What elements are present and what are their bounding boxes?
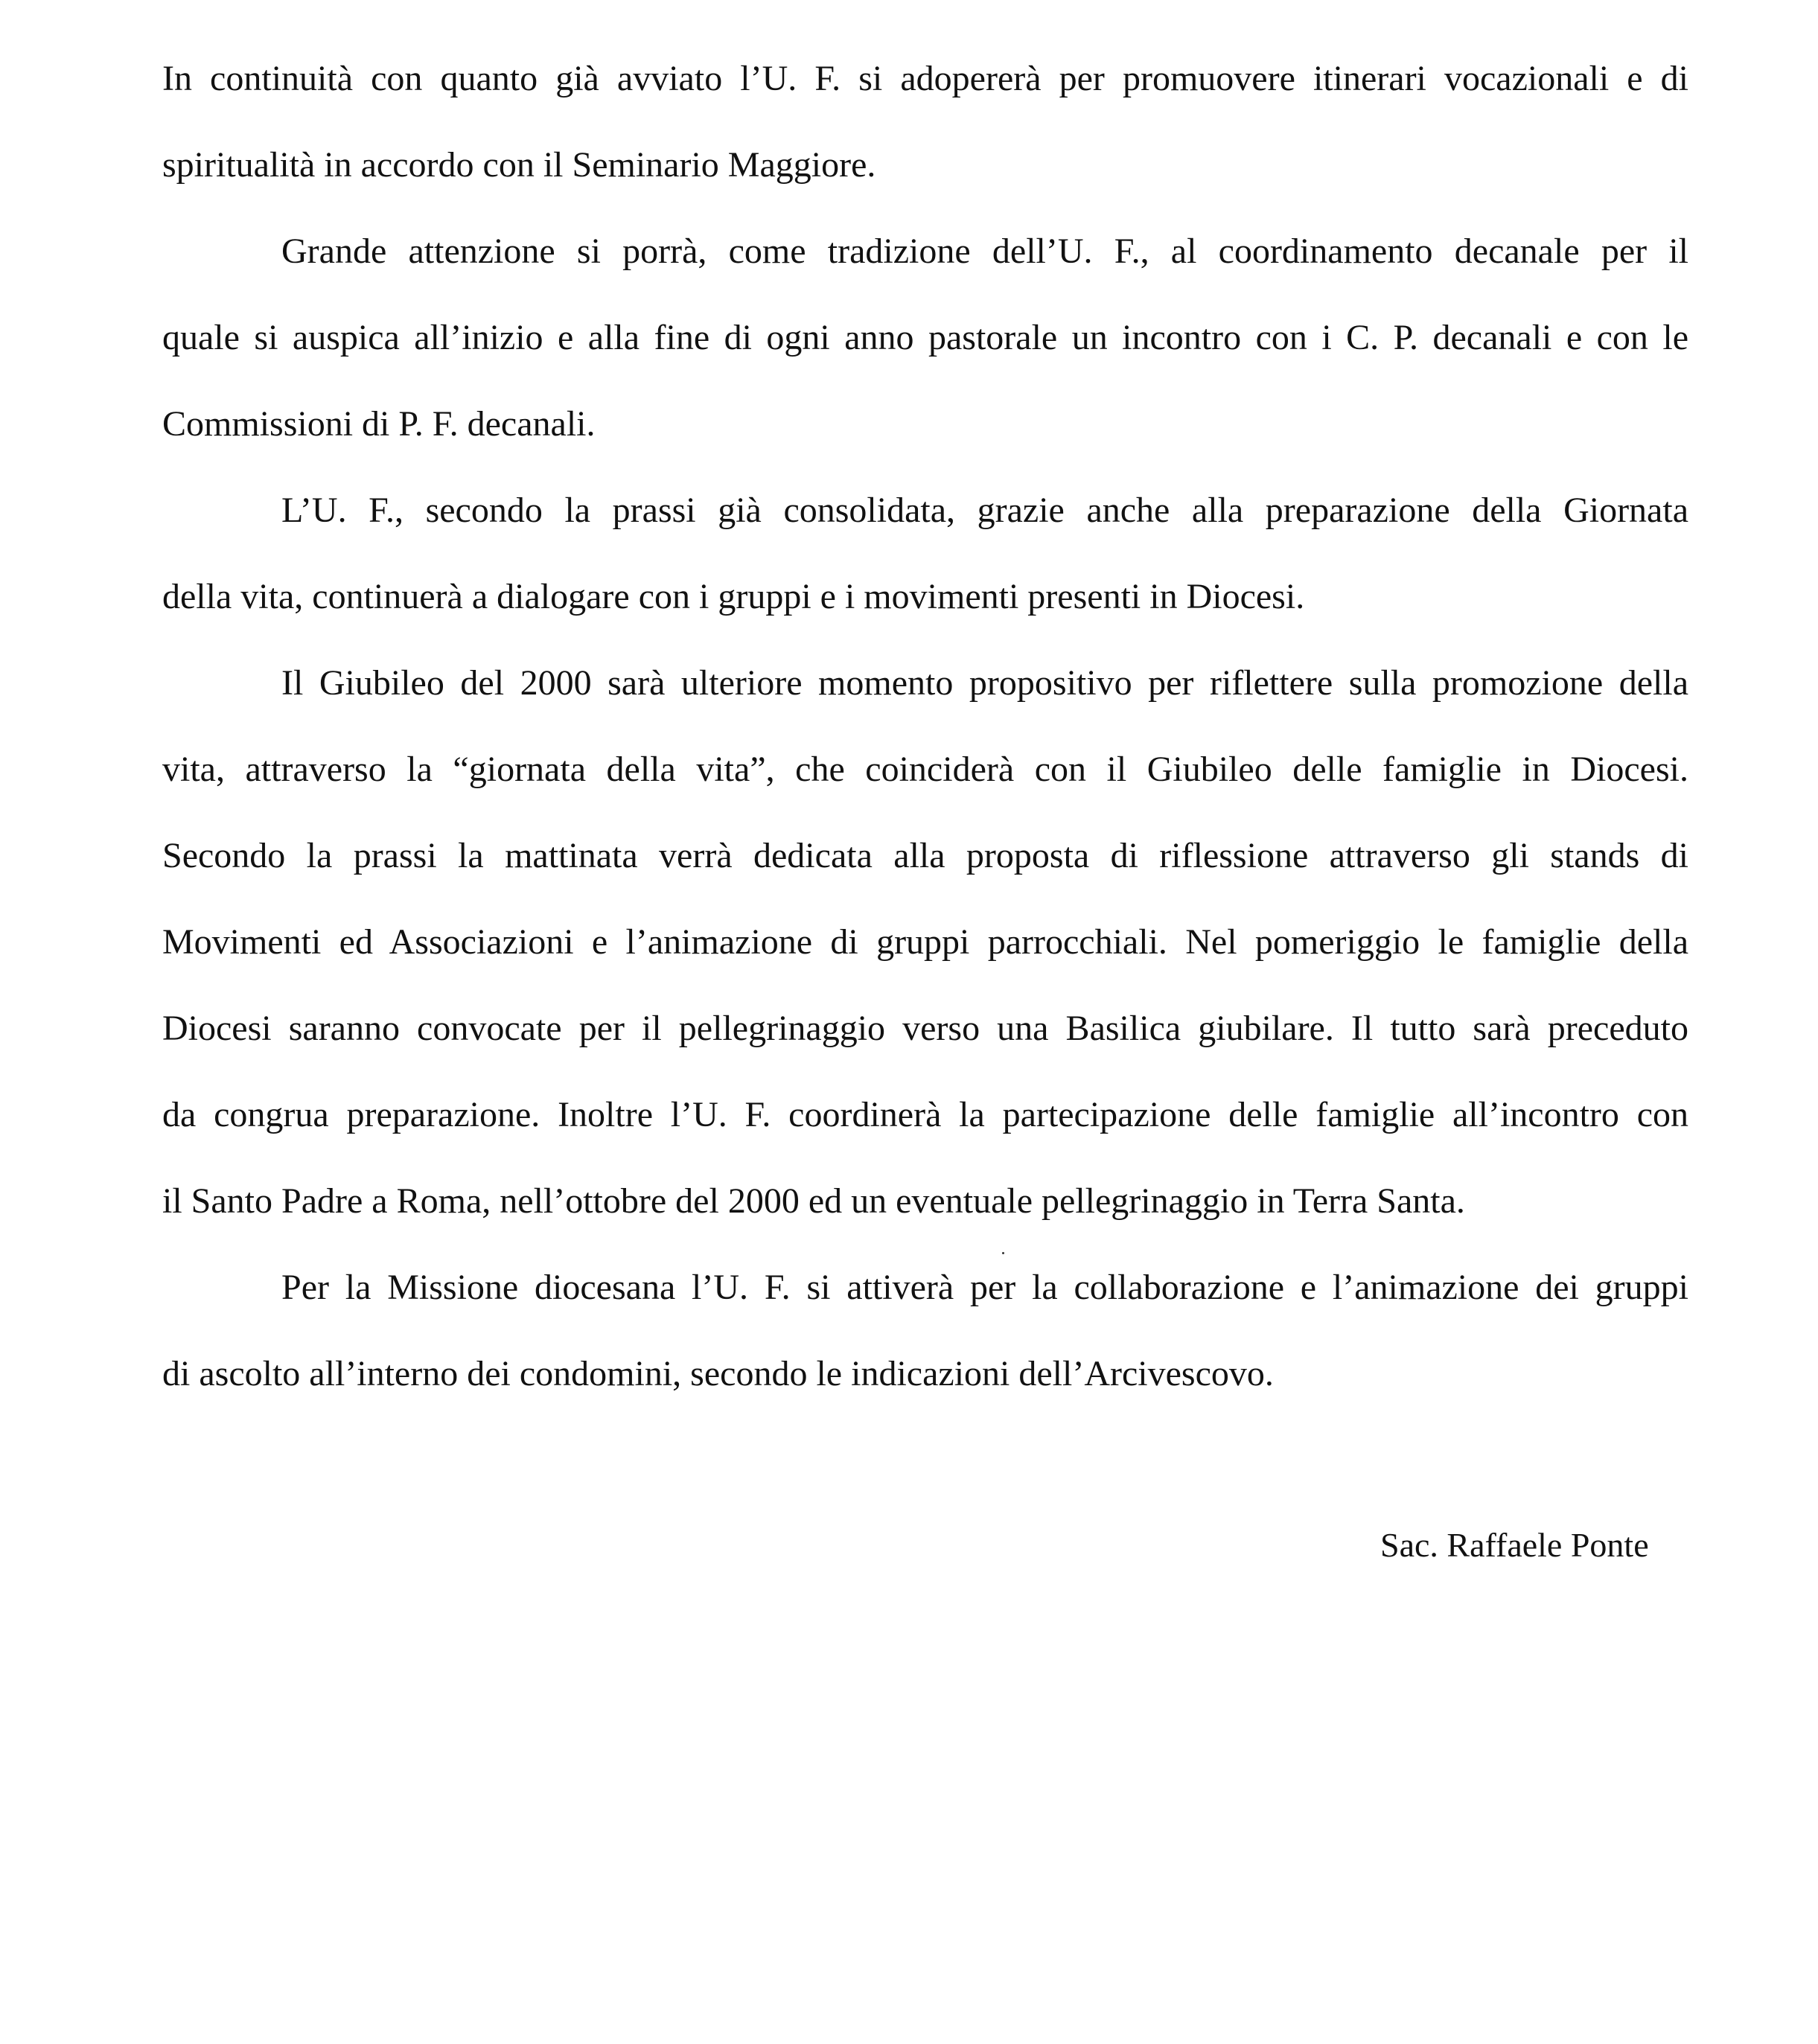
text-line: Movimenti ed Associazioni e l’animazione di gruppi parrocchiali. Nel pomeriggio le famiglie della <box>162 922 1688 962</box>
document-body <box>162 36 1688 1417</box>
text-line: spiritualità in accordo con il Seminario Maggiore. <box>162 145 876 185</box>
text-line: della vita, continuerà a dialogare con i gruppi e i movimenti presenti in Diocesi. <box>162 577 1305 616</box>
text-line: Commissioni di P. F. decanali. <box>162 404 596 444</box>
paragraph <box>162 1245 1688 1417</box>
paragraph <box>162 36 1688 208</box>
text-line: da congrua preparazione. Inoltre l’U. F. coordinerà la partecipazione delle famiglie all’incontro con <box>162 1095 1688 1134</box>
paragraph <box>162 208 1688 467</box>
text-line: di ascolto all’interno dei condomini, secondo le indicazioni dell’Arcivescovo. <box>162 1354 1274 1393</box>
paragraph <box>162 640 1688 1245</box>
text-line: L’U. F., secondo la prassi già consolidata, grazie anche alla preparazione della Giornata <box>281 491 1688 530</box>
signature: Sac. Raffaele Ponte <box>1380 1526 1649 1564</box>
text-line: Per la Missione diocesana l’U. F. si attiverà per la collaborazione e l’animazione dei gruppi <box>281 1268 1688 1307</box>
text-line: quale si auspica all’inizio e alla fine di ogni anno pastorale un incontro con i C. P. decanali e con le <box>162 318 1688 357</box>
text-line: Grande attenzione si porrà, come tradizione dell’U. F., al coordinamento decanale per il <box>281 231 1688 271</box>
scan-speck <box>1002 1252 1004 1254</box>
paragraph <box>162 467 1688 640</box>
text-line: Diocesi saranno convocate per il pellegrinaggio verso una Basilica giubilare. Il tutto sarà preceduto <box>162 1009 1688 1048</box>
text-line: Secondo la prassi la mattinata verrà dedicata alla proposta di riflessione attraverso gli stands di <box>162 836 1688 875</box>
text-line: il Santo Padre a Roma, nell’ottobre del 2000 ed un eventuale pellegrinaggio in Terra Santa. <box>162 1181 1465 1221</box>
text-line: Il Giubileo del 2000 sarà ulteriore momento propositivo per riflettere sulla promozione della <box>281 663 1688 703</box>
text-line: vita, attraverso la “giornata della vita”, che coinciderà con il Giubileo delle famiglie in Diocesi. <box>162 750 1688 789</box>
text-line: In continuità con quanto già avviato l’U. F. si adopererà per promuovere itinerari vocazionali e di <box>162 59 1688 98</box>
